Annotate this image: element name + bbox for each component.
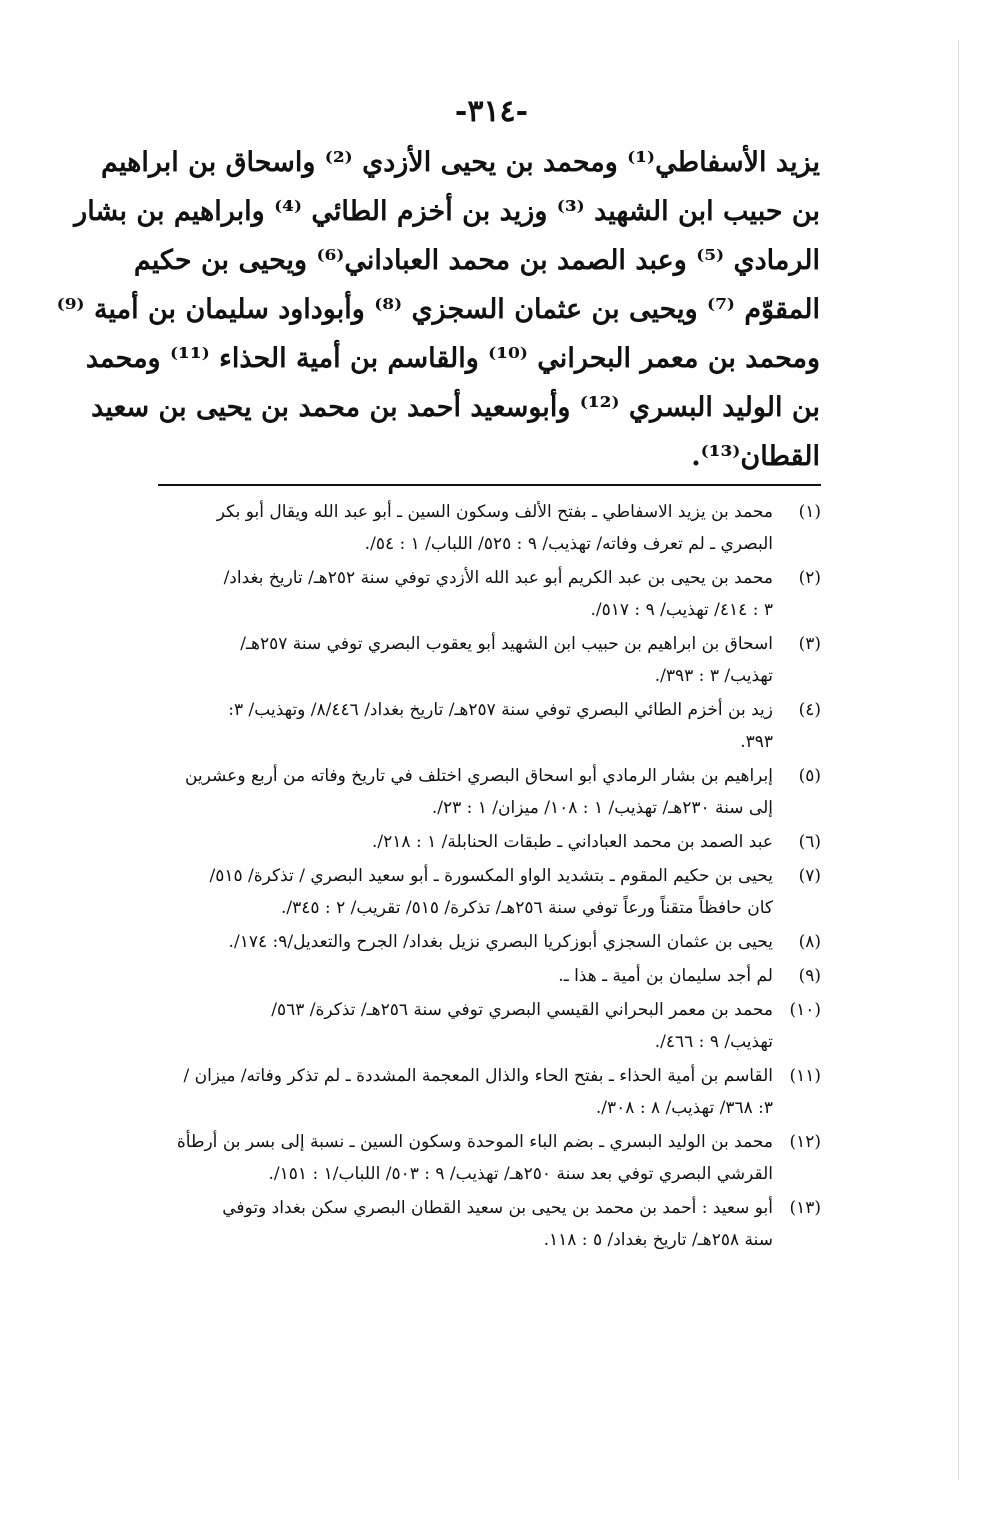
- footnote: [136, 860, 821, 924]
- page-number: -٣١٤-: [454, 94, 529, 129]
- footnote-line: إبراهيم بن بشار الرمادي أبو اسحاق البصري اختلف في تاريخ وفاته من أربع وعشرين: [184, 766, 773, 786]
- main-text-line: القطان⁽¹³⁾.: [691, 441, 820, 472]
- main-text-line: يزيد الأسفاطي⁽¹⁾ ومحمد بن يحيى الأزدي ⁽²⁾ واسحاق بن ابراهيم: [100, 147, 820, 178]
- footnote-divider: [158, 484, 821, 486]
- footnote-line: ٣ : ٤١٤/ تهذيب/ ٩ : ٥١٧/.: [590, 600, 773, 620]
- scan-edge-line: [958, 40, 959, 1480]
- main-text-line: الرمادي ⁽⁵⁾ وعبد الصمد بن محمد العباداني⁽⁶⁾ ويحيى بن حكيم: [133, 245, 820, 276]
- footnote-line: أبو سعيد : أحمد بن محمد بن يحيى بن سعيد القطان البصري سكن بغداد وتوفي: [222, 1198, 773, 1218]
- footnote: [136, 562, 821, 626]
- footnote-number: (٥): [798, 766, 821, 786]
- footnote-number: (٢): [798, 568, 821, 588]
- footnote: [136, 760, 821, 824]
- footnote: [136, 628, 821, 692]
- footnote-number: (٩): [798, 966, 821, 986]
- footnote-number: (٧): [798, 866, 821, 886]
- footnote-number: (١٠): [789, 1000, 821, 1020]
- footnote-number: (٤): [798, 700, 821, 720]
- footnote-number: (١٢): [789, 1132, 821, 1152]
- footnote-number: (١١): [789, 1066, 821, 1086]
- footnote-line: محمد بن يزيد الاسفاطي ـ بفتح الألف وسكون السين ـ أبو عبد الله ويقال أبو بكر: [216, 502, 773, 522]
- footnote-line: يحيى بن حكيم المقوم ـ بتشديد الواو المكسورة ـ أبو سعيد البصري / تذكرة/ ٥١٥/: [209, 866, 773, 886]
- main-text-line: المقوّم ⁽⁷⁾ ويحيى بن عثمان السجزي ⁽⁸⁾ وأبوداود سليمان بن أمية ⁽⁹⁾: [56, 294, 820, 325]
- footnote-line: البصري ـ لم تعرف وفاته/ تهذيب/ ٩ : ٥٢٥/ اللباب/ ١ : ٥٤/.: [364, 534, 773, 554]
- footnote-line: يحيى بن عثمان السجزي أبوزكريا البصري نزيل بغداد/ الجرح والتعديل/٩: ١٧٤/.: [228, 932, 773, 952]
- footnote-line: القرشي البصري توفي بعد سنة ٢٥٠هـ/ تهذيب/ ٩ : ٥٠٣/ اللباب/١ : ١٥١/.: [268, 1164, 773, 1184]
- footnote: [136, 694, 821, 758]
- footnote: [136, 960, 821, 992]
- footnote-line: محمد بن معمر البحراني القيسي البصري توفي سنة ٢٥٦هـ/ تذكرة/ ٥٦٣/: [271, 1000, 773, 1020]
- footnote-line: لم أجد سليمان بن أمية ـ هذا ـ.: [558, 966, 773, 986]
- footnote-number: (٦): [798, 832, 821, 852]
- main-text-line: بن حبيب ابن الشهيد ⁽³⁾ وزيد بن أخزم الطائي ⁽⁴⁾ وابراهيم بن بشار: [74, 196, 820, 227]
- footnote-line: ٣٩٣.: [740, 732, 773, 752]
- footnote-line: زيد بن أخزم الطائي البصري توفي سنة ٢٥٧هـ/ تاريخ بغداد/ ٨/٤٤٦/ وتهذيب/ ٣:: [228, 700, 773, 720]
- footnote-line: تهذيب/ ٩ : ٤٦٦/.: [654, 1032, 773, 1052]
- main-text: [56, 138, 820, 481]
- footnote-line: محمد بن الوليد البسري ـ بضم الباء الموحدة وسكون السين ـ نسبة إلى بسر بن أرطأة: [176, 1132, 773, 1152]
- footnote-number: (٨): [798, 932, 821, 952]
- footnote-line: محمد بن يحيى بن عبد الكريم أبو عبد الله الأزدي توفي سنة ٢٥٢هـ/ تاريخ بغداد/: [223, 568, 773, 588]
- footnote: [136, 826, 821, 858]
- footnote-line: كان حافظاً متقناً ورعاً توفي سنة ٢٥٦هـ/ تذكرة/ ٥١٥/ تقريب/ ٢ : ٣٤٥/.: [280, 898, 773, 918]
- footnote-number: (٣): [798, 634, 821, 654]
- footnote: [136, 1192, 821, 1256]
- footnote-line: تهذيب/ ٣ : ٣٩٣/.: [654, 666, 773, 686]
- footnote-line: اسحاق بن ابراهيم بن حبيب ابن الشهيد أبو يعقوب البصري توفي سنة ٢٥٧هـ/: [240, 634, 773, 654]
- footnote: [136, 1060, 821, 1124]
- footnote-line: القاسم بن أمية الحذاء ـ بفتح الحاء والذال المعجمة المشددة ـ لم تذكر وفاته/ ميزان /: [183, 1066, 773, 1086]
- footnote-number: (١): [798, 502, 821, 522]
- footnote-line: إلى سنة ٢٣٠هـ/ تهذيب/ ١ : ١٠٨/ ميزان/ ١ : ٢٣/.: [431, 798, 773, 818]
- main-text-line: بن الوليد البسري ⁽¹²⁾ وأبوسعيد أحمد بن محمد بن يحيى بن سعيد: [91, 392, 820, 423]
- footnote: [136, 926, 821, 958]
- footnote-line: سنة ٢٥٨هـ/ تاريخ بغداد/ ٥ : ١١٨.: [543, 1230, 773, 1250]
- footnotes-list: [136, 496, 821, 1258]
- footnote-line: عبد الصمد بن محمد العباداني ـ طبقات الحنابلة/ ١ : ٢١٨/.: [372, 832, 773, 852]
- footnote-number: (١٣): [789, 1198, 821, 1218]
- footnote: [136, 1126, 821, 1190]
- main-text-line: ومحمد بن معمر البحراني ⁽¹⁰⁾ والقاسم بن أمية الحذاء ⁽¹¹⁾ ومحمد: [85, 343, 820, 374]
- footnote: [136, 496, 821, 560]
- footnote: [136, 994, 821, 1058]
- footnote-line: ٣: ٣٦٨/ تهذيب/ ٨ : ٣٠٨/.: [595, 1098, 773, 1118]
